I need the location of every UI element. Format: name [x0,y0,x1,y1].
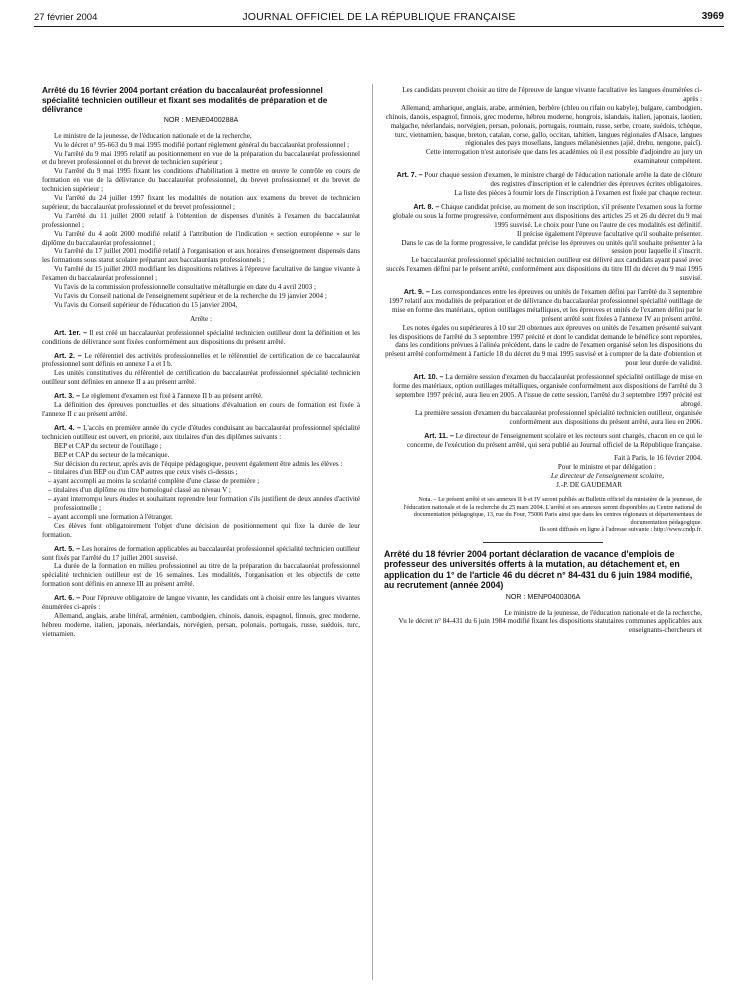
article-paragraph: La durée de la formation en milieu professionnel au titre de la préparation du baccalauréat professionnel spécialité technicien outilleur est de 16 semaines. Les modalités, l'organisation et les objectifs de cette formation sont définis en annexe III au présent arrêté. [42,562,360,589]
signature-title: Le directeur de l'enseignement scolaire, [550,472,664,481]
article-11 [384,432,702,450]
diploma-item: BEP et CAP du secteur de l'outillage ; [54,441,162,450]
nor-reference: NOR : MENE0400288A [163,115,239,124]
article-1 [42,329,360,347]
article-paragraph: Cette interrogation n'est autorisée que dans les académies où il est possible d'adjoindre au jury un examinateur compétent. [425,148,702,166]
preamble-paragraph: Vu l'avis de la commission professionnelle consultative métallurgie en date du 4 avril 2003 ; [54,283,316,292]
article-9 [384,288,702,324]
preamble-paragraph: Vu l'arrêté du 9 mai 1995 fixant les conditions d'habilitation à mettre en œuvre le contrôle en cours de formation en vue de la délivrance du baccalauréat professionnel, du brevet professionnel et du brevet de technicien supérieur ; [42,167,360,194]
diploma-item: BEP et CAP du secteur de la mécanique. [54,450,170,459]
header-page-number: 3969 [701,11,724,22]
article-label: Art. 7. – [396,171,423,180]
article-paragraph: La liste des pièces à fournir lors de l'inscription à l'examen est fixée par chaque recteur. [454,188,702,197]
article-8 [384,203,702,230]
language-list: Allemand, amharique, anglais, arabe, arménien, berbère (chleu ou rifain ou kabyle), bulgare, cambodgien, chinois, danois, espagnol, finnois, grec moderne, hébreu moderne, hongrois, islandais, italien, japonais, laotien, malgache, néerlandais, norvégien, persan, polonais, portugais, roumain, russe, serbe, croate, suédois, tchèque, turc, vietnamien, basque, breton, catalan, corse, gallo, occitan, tahitien, langues régionales d'Alsace, langues régionales des pays mosellans, langues mélanésiennes (ajië, drehu, nengone, paicî). [385,103,702,148]
article-text: Le règlement d'examen est fixé à l'annexe II b au présent arrêté. [81,392,263,401]
signature-name: J.-P. DE GAUDEMAR [556,481,622,490]
article-paragraph: Les candidats peuvent choisir au titre de l'épreuve de langue vivante facultative les langues énumérées ci-après : [402,86,702,103]
article-label: Art. 5. – [54,544,81,553]
signature-delegation: Pour le ministre et par délégation : [557,463,656,472]
preamble-paragraph: Vu l'arrêté du 4 août 2000 modifié relatif à l'attribution de l'indication « section européenne » sur le diplôme du baccalauréat professionnel ; [42,229,360,247]
article-text: Les horaires de formation applicables au baccalauréat professionnel spécialité technicien outilleur sont fixés par l'arrêté du 17 juillet 2001 susvisé. [42,544,360,562]
article-text: Les correspondances entre les épreuves ou unités de l'examen défini par l'arrêté du 3 septembre 1997 relatif aux modalités de préparation et de délivrance du baccalauréat professionnel spécialité outillage de mise en forme des matériaux, option outillages métalliques, et les épreuves et unités de l'examen défini par le présent arrêté sont fixées à l'annexe IV au présent arrêté. [388,288,702,323]
article-paragraph: La première session d'examen du baccalauréat professionnel spécialité technicien outilleur, organisée conformément aux dispositions du présent arrêté, aura lieu en 2006. [414,408,702,426]
list-item: – ayant accompli une formation à l'étranger. [48,512,173,521]
article-label: Art. 8. – [413,202,440,211]
section-separator [483,542,603,543]
preamble-paragraph: Vu l'arrêté du 17 juillet 2001 modifié relatif à l'organisation et aux horaires d'enseignement dispensés dans les formations sous statut scolaire préparant aux baccalauréats professionnels ; [42,247,360,265]
header-date: 27 février 2004 [34,12,98,23]
preamble-paragraph: Vu le décret n° 84-431 du 6 juin 1984 modifié fixant les dispositions statutaires communes applicables aux enseignants-chercheurs et [398,617,702,635]
list-item: – titulaires d'un BEP ou d'un CAP autres que ceux visés ci-dessus ; [48,468,238,477]
article-paragraph: Il précise également l'épreuve facultative qu'il souhaite présenter. [517,229,702,238]
header-rule [34,26,724,27]
article-label: Art. 10. – [413,373,444,382]
article-text: Chaque candidat précise, au moment de son inscription, s'il présente l'examen sous la forme globale ou sous la forme progressive, conformément aux dispositions des articles 25 et 26 du décret du 9 mai 1995 susvisé. Le choix pour l'une ou l'autre de ces modalités est définitif. [392,202,702,229]
preamble-paragraph: Vu l'arrêté du 15 juillet 2003 modifiant les dispositions relatives à l'épreuve facultative de langue vivante à l'examen du baccalauréat professionnel ; [42,265,360,283]
article-label: Art. 6. – [54,594,81,603]
language-list: Allemand, anglais, arabe littéral, arménien, cambodgien, chinois, danois, espagnol, finnois, grec moderne, hébreu moderne, italien, japonais, néerlandais, norvégien, persan, polonais, portugais, russe, suédois, turc, vietnamien. [42,612,360,638]
article-6 [42,594,360,612]
note-paragraph: Ils sont diffusés en ligne à l'adresse suivante : http://www.cndp.fr. [539,526,702,534]
article-text: Pour l'épreuve obligatoire de langue vivante, les candidats ont à choisir entre les langues vivantes énumérées ci-après : [42,594,360,612]
article-label: Art. 1er. – [54,328,88,337]
article-label: Art. 4. – [54,423,81,432]
article-4 [42,424,360,442]
header-journal-title: JOURNAL OFFICIEL DE LA RÉPUBLIQUE FRANÇAISE [242,11,516,23]
preamble-paragraph: Le ministre de la jeunesse, de l'éducation nationale et de la recherche, [504,608,702,617]
article-3 [42,392,360,401]
article-10 [384,373,702,409]
article-text: Le directeur de l'enseignement scolaire et les recteurs sont chargés, chacun en ce qui le concerne, de l'exécution du présent arrêté, qui sera publié au Journal officiel de la République française. [406,431,702,449]
article-paragraph: Sur décision du recteur, après avis de l'équipe pédagogique, peuvent également être admis les élèves : [54,459,343,468]
article-paragraph: Les unités constitutives du référentiel de certification du baccalauréat professionnel spécialité technicien outilleur sont définies en annexe II a au présent arrêté. [42,369,360,387]
article-text: Il est créé un baccalauréat professionnel spécialité technicien outilleur dont la définition et les conditions de délivrance sont fixées conformément aux dispositions du présent arrêté. [42,328,360,346]
article-text: Le référentiel des activités professionnelles et le référentiel de certification de ce baccalauréat professionnel sont définis en annexe I a et I b. [42,351,360,369]
preamble-paragraph: Vu l'avis du Conseil supérieur de l'éducation du 15 janvier 2004, [54,300,238,309]
note-paragraph: Nota. – Le présent arrêté et ses annexes II b et IV seront publiés au Bulletin officiel du ministère de la jeunesse, de l'éducation nationale et de la recherche du 25 mars 2004. L'arrêté et ses annexes seront disponibles au Centre national de documentation pédagogique, 13, rue du Four, 75006 Paris ainsi que dans les centres régionaux et départementaux de documentation pédagogique. [403,496,702,526]
list-item: – ayant interrompu leurs études et souhaitant reprendre leur formation s'ils justifient de deux années d'activité professionnelle ; [48,495,360,513]
article-7 [384,171,702,189]
signature-place-date: Fait à Paris, le 16 février 2004. [614,454,702,463]
article-text: La dernière session d'examen du baccalauréat professionnel spécialité outillage de mise en forme des matériaux, option outillages métalliques, organisée conformément aux dispositions de l'arrêté du 3 septembre 1997 précité, aura lieu en 2005. A l'issue de cette session, l'arrêté du 3 septembre 1997 précité est abrogé. [392,373,702,408]
article-paragraph: Ces élèves font obligatoirement l'objet d'une décision de positionnement qui fixe la durée de leur formation. [42,521,360,539]
publication-note [384,496,702,534]
preamble-paragraph: Vu l'arrêté du 11 juillet 2000 relatif à l'obtention de dispenses d'unités à l'examen du baccalauréat professionnel ; [42,211,360,229]
article-2 [42,352,360,370]
preamble-paragraph: Vu le décret n° 95-663 du 9 mai 1995 modifié portant règlement général du baccalauréat professionnel ; [54,140,350,149]
arrete-heading: Arrête : [190,314,212,323]
column-divider [372,84,373,980]
decree-title: Arrêté du 16 février 2004 portant création du baccalauréat professionnel spécialité technicien outilleur et fixant ses modalités de préparation et de délivrance [42,86,328,115]
article-paragraph: Les notes égales ou supérieures à 10 sur 20 obtenues aux épreuves ou unités de l'examen présenté suivant les dispositions de l'arrêté du 3 septembre 1997 précité et dont le candidat demande le bénéfice sont reportées, dans les conditions prévues à l'alinéa précédent, dans le cadre de l'examen organisé selon les dispositions du présent arrêté conformément à l'article 18 du décret du 9 mai 1995 susvisé et à compter de la date d'obtention et pour leur durée de validité. [385,323,702,368]
preamble-paragraph: Le ministre de la jeunesse, de l'éducation nationale et de la recherche, [54,131,252,140]
preamble-paragraph: Vu l'arrêté du 9 mai 1995 relatif au positionnement en vue de la préparation du baccalauréat professionnel et du brevet professionnel et du brevet de technicien supérieur ; [42,149,360,167]
article-label: Art. 2. – [54,351,82,360]
article-label: Art. 11. – [424,431,454,440]
preamble-paragraph: Vu l'avis du Conseil national de l'enseignement supérieur et de la recherche du 19 janvier 2004 ; [54,292,327,300]
article-paragraph: Le baccalauréat professionnel spécialité technicien outilleur est délivré aux candidats ayant passé avec succès l'examen défini par le présent arrêté, conformément aux dispositions du titre III du décret du 9 mai 1995 susvisé. [386,256,702,283]
decree-title: Arrêté du 18 février 2004 portant déclaration de vacance d'emplois de professeur des universités offerts à la mutation, au détachement et, en application du 1° de l'article 46 du décret n° 84-431 du 6 juin 1984 modifié, au recrutement (année 2004) [384,549,693,591]
left-column [42,86,360,639]
article-5 [42,545,360,563]
right-column [384,86,702,635]
article-paragraph: La définition des épreuves ponctuelles et des situations d'évaluation en cours de formation est fixée à l'annexe II c au présent arrêté. [42,401,360,418]
article-label: Art. 3. – [54,392,81,401]
article-paragraph: Dans le cas de la forme progressive, le candidat précise les épreuves ou unités qu'il souhaite présenter à la session pour laquelle il s'inscrit. [401,238,702,256]
article-label: Art. 9. – [403,288,430,297]
nor-reference: NOR : MENP0400306A [505,592,581,601]
list-item: – ayant accompli au moins la scolarité complète d'une classe de première ; [48,477,260,486]
article-text: L'accès en première année du cycle d'études conduisant au baccalauréat professionnel spécialité technicien outilleur est ouvert, en priorité, aux titulaires d'un des diplômes suivants : [42,423,360,441]
article-text: Pour chaque session d'examen, le ministre chargé de l'éducation nationale arrête la date de clôture des registres d'inscription et le calendrier des épreuves écrites obligatoires. [424,171,702,189]
preamble-paragraph: Vu l'arrêté du 24 juillet 1997 fixant les modalités de notation aux examens du brevet de technicien supérieur, du baccalauréat professionnel et du brevet professionnel ; [42,194,360,211]
list-item: – titulaires d'un diplôme ou titre homologué classé au niveau V ; [48,486,231,495]
